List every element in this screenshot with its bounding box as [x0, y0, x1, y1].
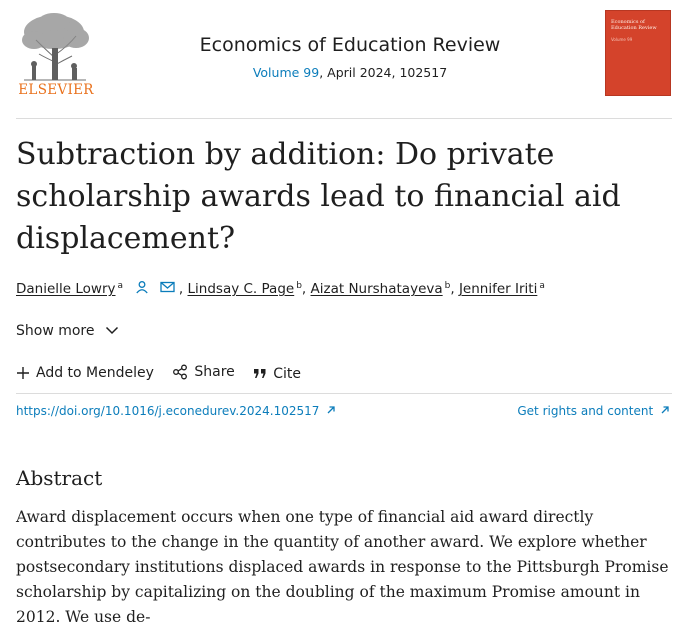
- author-link[interactable]: Aizat Nurshatayeva: [310, 281, 443, 297]
- author-separator: ,: [178, 281, 184, 297]
- article-actions: [16, 364, 315, 384]
- cite-button[interactable]: [253, 366, 301, 382]
- share-label: Share: [194, 364, 235, 380]
- add-to-mendeley-button[interactable]: [16, 365, 154, 381]
- external-arrow-icon: [660, 405, 670, 415]
- share-icon: [172, 364, 188, 380]
- actions-divider: [16, 393, 672, 394]
- doi-text: https://doi.org/10.1016/j.econedurev.2024.102517: [16, 404, 320, 418]
- journal-header: [0, 0, 686, 118]
- author-link[interactable]: Danielle Lowry: [16, 281, 116, 297]
- affiliation-sup[interactable]: b: [296, 280, 302, 291]
- elsevier-wordmark[interactable]: ELSEVIER: [18, 82, 94, 98]
- chevron-down-icon: [105, 323, 119, 339]
- person-icon[interactable]: [135, 280, 149, 298]
- article-title: Subtraction by addition: Do private scholarship awards lead to financial aid displacement?: [16, 137, 621, 256]
- affiliation-sup[interactable]: a: [539, 280, 545, 291]
- quote-icon: [253, 368, 267, 380]
- author-link[interactable]: Jennifer Iriti: [458, 281, 538, 297]
- author-list: [16, 280, 676, 298]
- cite-label: Cite: [273, 366, 302, 382]
- affiliation-sup[interactable]: b: [444, 280, 451, 291]
- volume-date: , April 2024, 102517: [319, 65, 448, 80]
- show-more-button[interactable]: [16, 323, 119, 339]
- volume-info: [150, 65, 550, 80]
- abstract-text: Award displacement occurs when one type of financial aid award directly contributes to the change in the quantity of another award. We explore whether postsecondary institutions displaced awards in response to the Pittsburgh Promise scholarship by capitalizing on the doubling of the maximum Promise amount in 2012. We use de-: [16, 508, 669, 626]
- mail-icon[interactable]: [160, 281, 175, 297]
- show-more-label: Show more: [16, 323, 95, 339]
- share-button[interactable]: [172, 364, 234, 380]
- affiliation-sup[interactable]: a: [117, 280, 124, 291]
- rights-text: Get rights and content: [517, 404, 654, 418]
- cover-title: Economics of Education Review: [611, 19, 657, 31]
- doi-link[interactable]: [16, 404, 336, 418]
- get-rights-link[interactable]: [517, 404, 670, 418]
- author-link[interactable]: Lindsay C. Page: [187, 281, 295, 297]
- volume-link[interactable]: Volume 99: [252, 65, 320, 80]
- journal-title-link[interactable]: Economics of Education Review: [199, 34, 501, 56]
- abstract-heading: Abstract: [16, 466, 103, 490]
- author-separator: ,: [301, 281, 307, 297]
- cover-subtitle: Volume 99: [611, 37, 633, 42]
- author-separator: ,: [450, 281, 455, 297]
- mendeley-label: Add to Mendeley: [36, 365, 154, 381]
- external-arrow-icon: [326, 405, 336, 415]
- plus-icon: [16, 366, 30, 380]
- header-divider: [16, 118, 672, 119]
- journal-cover-image[interactable]: [605, 10, 671, 96]
